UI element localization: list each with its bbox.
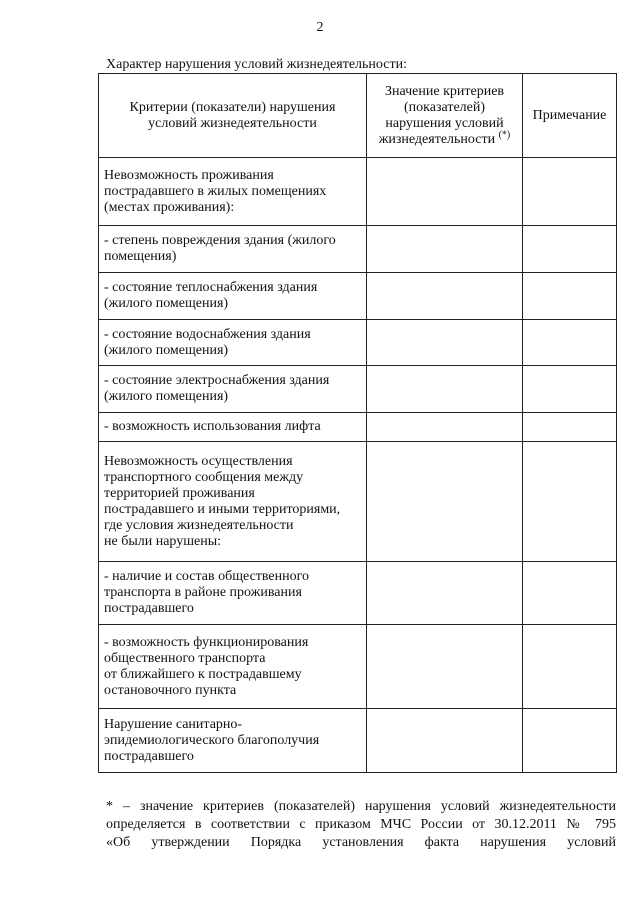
criteria-line: - состояние электроснабжения здания [104,373,330,388]
table-caption: Характер нарушения условий жизнедеятельности: [106,57,407,72]
value-cell [367,226,523,273]
criteria-line: от ближайшего к пострадавшему [104,666,302,682]
table-row [99,562,617,625]
value-cell [367,366,523,413]
criteria-line: пострадавшего [104,601,194,616]
criteria-cell [99,366,367,413]
header-criteria-line: Критерии (показатели) нарушения [129,99,336,115]
value-cell [367,320,523,366]
header-value-line: (показателей) [403,99,486,115]
criteria-cell [99,562,367,625]
header-value [367,74,523,158]
criteria-line: помещения) [104,249,177,264]
criteria-line: пострадавшего [104,748,194,764]
note-cell [523,273,617,320]
criteria-cell [99,709,367,773]
criteria-line: Невозможность проживания [104,167,274,183]
table-row [99,273,617,320]
note-cell [523,226,617,273]
value-cell [367,158,523,226]
note-cell [523,158,617,226]
criteria-line: (жилого помещения) [104,389,229,404]
criteria-line: - возможность функционирования [104,634,309,650]
criteria-line: - состояние теплоснабжения здания [104,280,318,295]
note-cell [523,562,617,625]
criteria-cell [99,413,367,442]
criteria-table [98,73,617,773]
criteria-cell [99,625,367,709]
criteria-line: - состояние водоснабжения здания [104,326,311,342]
table-row [99,442,617,562]
note-cell [523,320,617,366]
table-row [99,320,617,366]
value-cell [367,273,523,320]
criteria-line: остановочного пункта [104,682,237,698]
criteria-line: не были нарушены: [104,533,222,549]
header-note: Примечание [523,74,617,158]
criteria-line: транспорта в районе проживания [104,585,302,600]
criteria-cell [99,273,367,320]
table-row [99,226,617,273]
criteria-line: Невозможность осуществления [104,453,293,469]
criteria-line: - степень повреждения здания (жилого [104,233,336,248]
header-criteria-line: условий жизнедеятельности [148,115,317,131]
header-value-line: нарушения условий [385,115,504,131]
criteria-line: пострадавшего и иными территориями, [104,501,341,517]
criteria-line: где условия жизнедеятельности [104,517,294,533]
table-row [99,158,617,226]
criteria-cell [99,158,367,226]
value-cell [367,562,523,625]
footnote [106,798,616,852]
page-number: 2 [316,20,324,35]
note-cell [523,625,617,709]
criteria-cell [99,320,367,366]
table-row [99,413,617,442]
note-cell [523,709,617,773]
criteria-line: (жилого помещения) [104,296,229,311]
value-cell [367,442,523,562]
criteria-line: (местах проживания): [104,199,235,215]
criteria-line: - возможность использования лифта [104,419,321,434]
criteria-line: пострадавшего в жилых помещениях [104,183,327,199]
value-cell [367,413,523,442]
value-cell [367,709,523,773]
note-cell [523,366,617,413]
note-cell [523,413,617,442]
header-value-line: Значение критериев [384,83,505,99]
criteria-line: - наличие и состав общественного [104,569,310,584]
table-row [99,625,617,709]
criteria-cell [99,442,367,562]
criteria-line: общественного транспорта [104,650,266,666]
table-row [99,366,617,413]
criteria-line: эпидемиологического благополучия [104,732,320,748]
criteria-line: Нарушение санитарно- [104,716,243,732]
table-row [99,709,617,773]
criteria-line: транспортного сообщения между [104,469,304,485]
table-body [99,158,617,773]
table-header-row [99,74,617,158]
footnote-mark: (*) [498,128,511,140]
footnote-line: «Об утверждении Порядка установления факта нарушения условий [106,835,616,850]
criteria-line: территорией проживания [104,485,255,501]
footnote-line: определяется в соответствии с приказом МЧС России от 30.12.2011 № 795 [106,817,616,832]
criteria-cell [99,226,367,273]
header-value-line: жизнедеятельности [378,131,496,147]
footnote-line: * – значение критериев (показателей) нарушения условий жизнедеятельности [106,799,616,814]
value-cell [367,625,523,709]
criteria-line: (жилого помещения) [104,342,229,358]
note-cell [523,442,617,562]
header-criteria [99,74,367,158]
